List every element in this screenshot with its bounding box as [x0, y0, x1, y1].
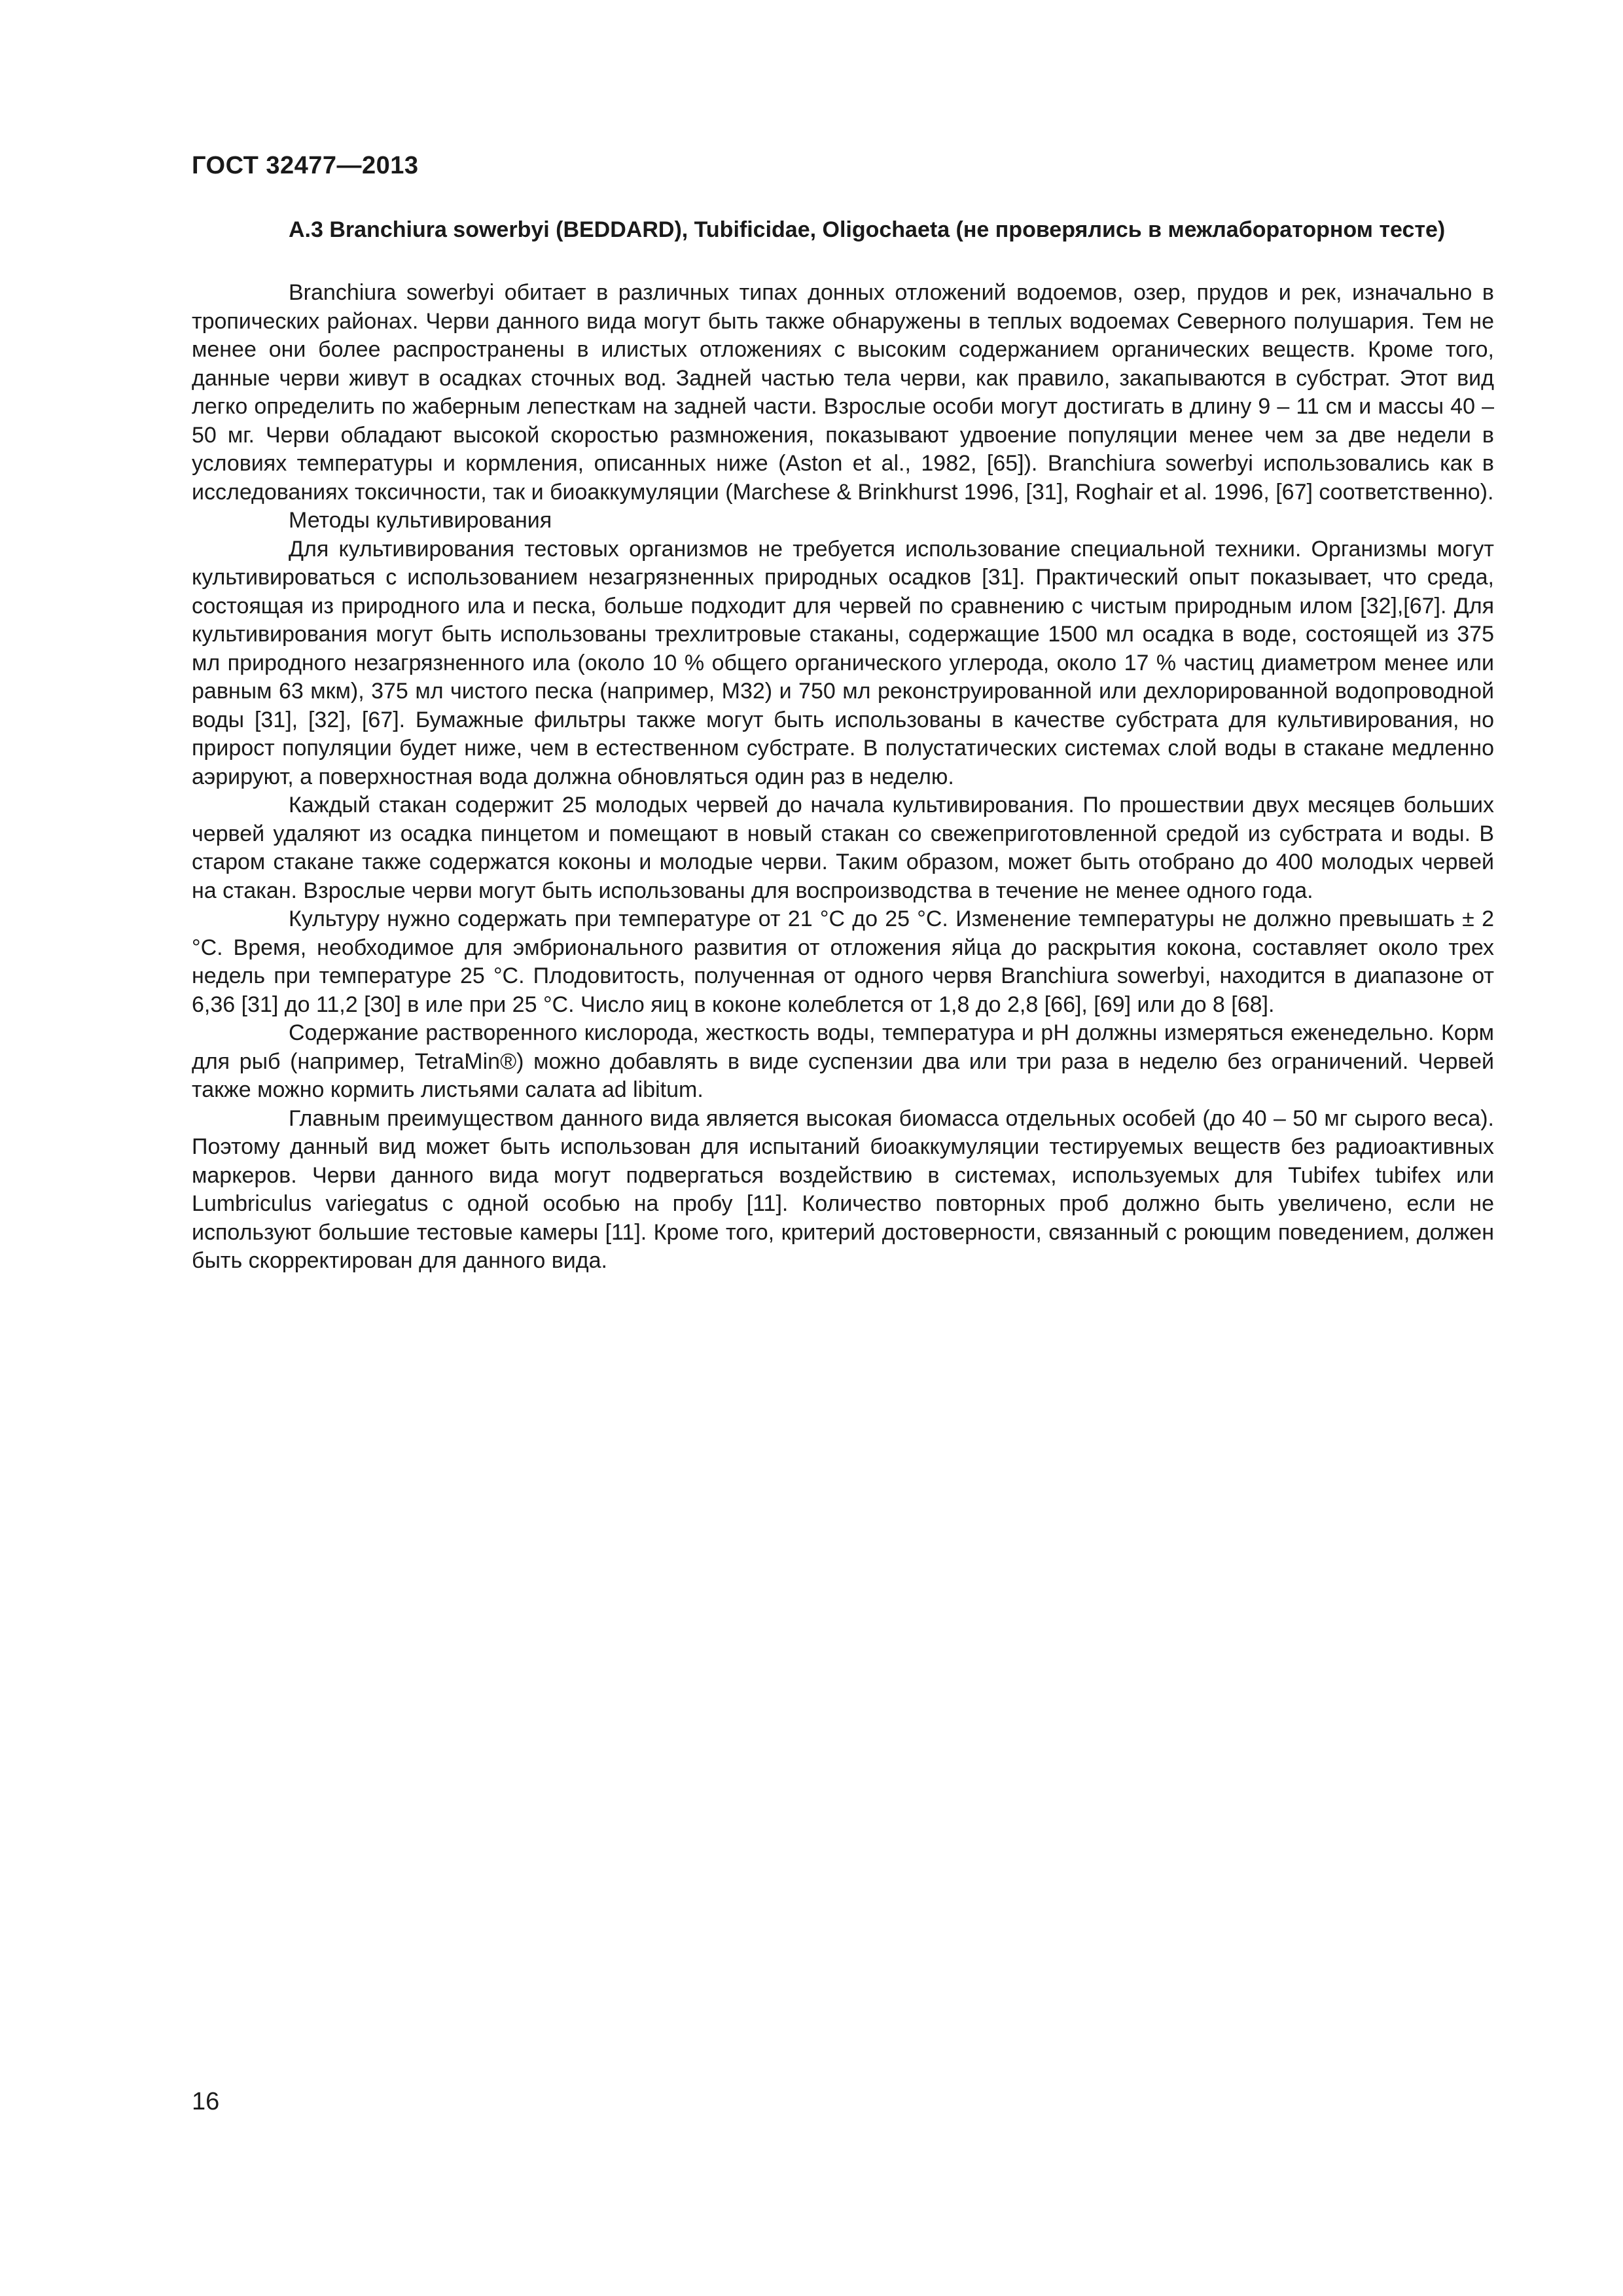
paragraph-culture-setup: Для культивирования тестовых организмов не требуется использование специальной техники. Организмы могут культивироваться с использованием незагрязненных природных осадков [31]. Практический опыт показывает, что среда, состоящая из природного ила и песка, больше подходит для червей по сравнению с чистым природным илом [32],[67]. Для культивирования могут быть использованы трехлитровые стаканы, содержащие 1500 мл осадка в воде, состоящей из 375 мл природного незагрязненного ила (около 10 % общего органического углерода, около 17 % частиц диаметром менее или равным 63 мкм), 375 мл чистого песка (например, М32) и 750 мл реконструированной или дехлорированной водопроводной воды [31], [32], [67]. Бумажные фильтры также могут быть использованы в качестве субстрата для культивирования, но прирост популяции будет ниже, чем в естественном субстрате. В полустатических системах слой воды в стакане медленно аэрируют, а поверхностная вода должна обновляться один раз в неделю.	[192, 536, 1494, 789]
section-heading: А.3 Branchiura sowerbyi (BEDDARD), Tubificidae, Oligochaeta (не проверялись в межлабораторном тесте)	[289, 217, 1446, 242]
paragraph-temperature: Культуру нужно содержать при температуре от 21 °С до 25 °С. Изменение температуры не должно превышать ± 2 °С. Время, необходимое для эмбрионального развития от отложения яйца до раскрытия кокона, составляет около трех недель при температуре 25 °С. Плодовитость, полученная от одного червя Branchiura sowerbyi, находится в диапазоне от 6,36 [31] до 11,2 [30] в иле при 25 °С. Число яиц в коконе колеблется от 1,8 до 2,8 [66], [69] или до 8 [68].	[192, 906, 1494, 1017]
document-header-id: ГОСТ 32477—2013	[192, 152, 419, 179]
document-body	[192, 213, 1494, 1276]
paragraph-culture-procedure: Каждый стакан содержит 25 молодых червей до начала культивирования. По прошествии двух месяцев больших червей удаляют из осадка пинцетом и помещают в новый стакан со свежеприготовленной средой из субстрата и воды. В старом стакане также содержатся коконы и молодые черви. Таким образом, может быть отобрано до 400 молодых червей на стакан. Взрослые черви могут быть использованы для воспроизводства в течение не менее одного года.	[192, 793, 1494, 903]
paragraph-culture-methods-title: Методы культивирования	[289, 508, 552, 533]
page-number: 16	[192, 2088, 220, 2115]
paragraph-advantages: Главным преимуществом данного вида является высокая биомасса отдельных особей (до 40 – 50 мг сырого веса). Поэтому данный вид может быть использован для испытаний биоаккумуляции тестируемых веществ без радиоактивных маркеров. Черви данного вида могут подвергаться воздействию в системах, используемых для Tubifex tubifex или Lumbriculus variegatus с одной особью на пробу [11]. Количество повторных проб должно быть увеличено, если не используют большие тестовые камеры [11]. Кроме того, критерий достоверности, связанный с роющим поведением, должен быть скорректирован для данного вида.	[192, 1105, 1494, 1273]
paragraph-water-quality: Содержание растворенного кислорода, жесткость воды, температура и рН должны измеряться еженедельно. Корм для рыб (например, TetraMin®) можно добавлять в виде суспензии два или три раза в неделю без ограничений. Червей также можно кормить листьями салата ad libitum.	[192, 1020, 1494, 1102]
paragraph-habitat: Branchiura sowerbyi обитает в различных типах донных отложений водоемов, озер, прудов и рек, изначально в тропических районах. Черви данного вида могут быть также обнаружены в теплых водоемах Северного полушария. Тем не менее они более распространены в илистых отложениях с высоким содержанием органических веществ. Кроме того, данные черви живут в осадках сточных вод. Задней частью тела черви, как правило, закапываются в субстрат. Этот вид легко определить по жаберным лепесткам на задней части. Взрослые особи могут достигать в длину 9 – 11 см и массы 40 – 50 мг. Черви обладают высокой скоростью размножения, показывают удвоение популяции менее чем за две недели в условиях температуры и кормления, описанных ниже (Aston et al., 1982, [65]). Branchiura sowerbyi использовались как в исследованиях токсичности, так и биоаккумуляции (Marchese & Brinkhurst 1996, [31], Roghair et al. 1996, [67] соответственно).	[192, 280, 1494, 505]
